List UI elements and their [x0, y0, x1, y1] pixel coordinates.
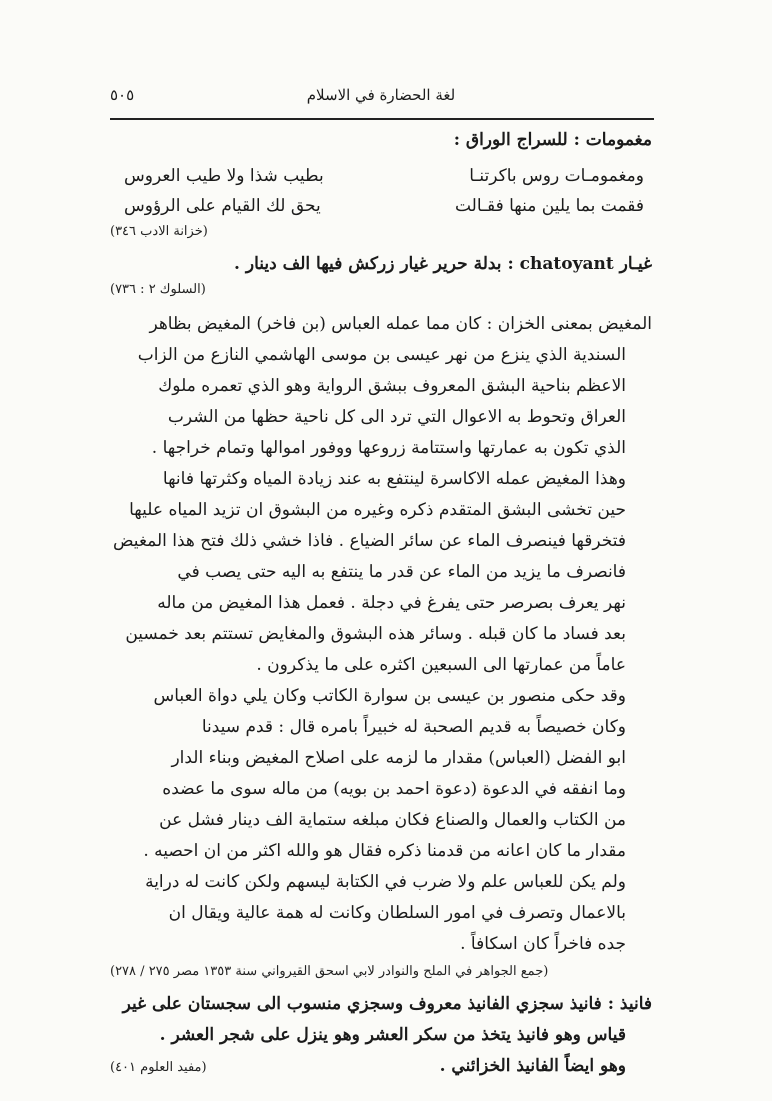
- text-line: وقد حكى منصور بن عيسى بن سوارة الكاتب وكان يلي دواة العباس: [153, 686, 626, 706]
- text-line: نهر يعرف بصرصر حتى يفرغ في دجلة . فعمل هذا المغيض من ماله: [157, 593, 626, 613]
- poem-hemistich-left: يحق لك القيام على الرؤوس: [124, 196, 321, 216]
- text-line: فانصرف ما يزيد من الماء عن قدر ما ينتفع به اليه حتى يصب في: [177, 562, 626, 582]
- text-line: وكان خصيصاً به قديم الصحبة له خبيراً بامره قال : قدم سيدنا: [201, 717, 626, 737]
- entry-ghiyar: غيـار chatoyant : بدلة حرير غيار زركش فيها الف دينار .: [234, 254, 652, 274]
- text-line: حين تخشى البشق المتقدم ذكره وغيره من البشوق ان تزيد المياه عليها: [129, 500, 626, 520]
- text-line: الاعظم بناحية البشق المعروف ببشق الرواية وهو الذي تعمره ملوك: [158, 376, 626, 396]
- entry-maghmumat-heading: مغمومات : للسراج الوراق :: [453, 130, 652, 150]
- page-number: ٥٠٥: [110, 86, 135, 104]
- text-line: فتخرقها فينصرف الماء عن سائر الضياع . فاذا خشي ذلك فتح هذا المغيض: [112, 531, 626, 551]
- text-line: ولم يكن للعباس علم ولا ضرب في الكتابة ليسهم ولكن كانت له دراية: [145, 872, 626, 892]
- text-line: من الكتاب والعمال والصناع فكان مبلغه ستماية الف دينار فشل عن: [159, 810, 626, 830]
- text-line: السندية الذي ينزع من نهر عيسى بن موسى الهاشمي النازع من الزاب: [137, 345, 626, 365]
- source-reference: (جمع الجواهر في الملح والنوادر لابي اسحق القيرواني سنة ١٣٥٣ مصر ٢٧٥ / ٢٧٨): [110, 964, 549, 979]
- text-line: وما انفقه في الدعوة (دعوة احمد بن بويه) من ماله سوى ما عضده: [162, 779, 626, 799]
- entry-fanid-line: فانيذ : فانيذ سجزي الفانيذ معروف وسجزي منسوب الى سجستان على غير: [122, 994, 652, 1014]
- source-reference: (خزانة الادب ٣٤٦): [110, 224, 208, 239]
- poem-hemistich-right: ومغمومـات روس باكرتنـا: [469, 166, 644, 186]
- source-reference: (السلوك ٢ : ٧٣٦): [110, 282, 206, 297]
- poem-hemistich-left: بطيب شذا ولا طيب العروس: [124, 166, 324, 186]
- text-line: مقدار ما كان اعانه من قدمنا ذكره فقال هو والله اكثر من ان احصيه .: [143, 841, 626, 861]
- text-line: بعد فساد ما كان قبله . وسائر هذه البشوق والمغايض تستتم بعد خمسين: [125, 624, 626, 644]
- text-line: الذي تكون به عمارتها واستتامة زروعها ووفور اموالها وتمام خراجها .: [151, 438, 626, 458]
- text-line: وهذا المغيض عمله الاكاسرة لينتفع به عند زيادة المياه وكثرتها فانها: [162, 469, 626, 489]
- entry-fanid-line: قياس وهو فانيذ يتخذ من سكر العشر وهو ينزل على شجر العشر .: [159, 1025, 626, 1045]
- source-reference: (مفيد العلوم ٤٠١): [110, 1060, 207, 1075]
- text-line: بالاعمال وتصرف في امور السلطان وكانت له همة عالية ويقال ان: [168, 903, 626, 923]
- text-line: المغيض بمعنى الخزان : كان مما عمله العباس (بن فاخر) المغيض بظاهر: [149, 314, 652, 334]
- text-line: ابو الفضل (العباس) مقدار ما لزمه على اصلاح المغيض وبناء الدار: [171, 748, 626, 768]
- text-line: جده فاخراً كان اسكافاً .: [460, 934, 626, 954]
- text-line: العراق وتحوط به الاعوال التي ترد الى كل ناحية حظها من الشرب: [167, 407, 626, 427]
- text-line: عاماً من عمارتها الى السبعين اكثره على ما يذكرون .: [256, 655, 626, 675]
- entry-fanid-line: وهو ايضاً الفانيذ الخزائني .: [439, 1056, 626, 1076]
- running-title: لغة الحضارة في الاسلام: [306, 86, 456, 104]
- header-rule: [110, 118, 654, 120]
- poem-hemistich-right: فقمت بما يلين منها فقـالت: [454, 196, 644, 216]
- page-header: [110, 86, 652, 114]
